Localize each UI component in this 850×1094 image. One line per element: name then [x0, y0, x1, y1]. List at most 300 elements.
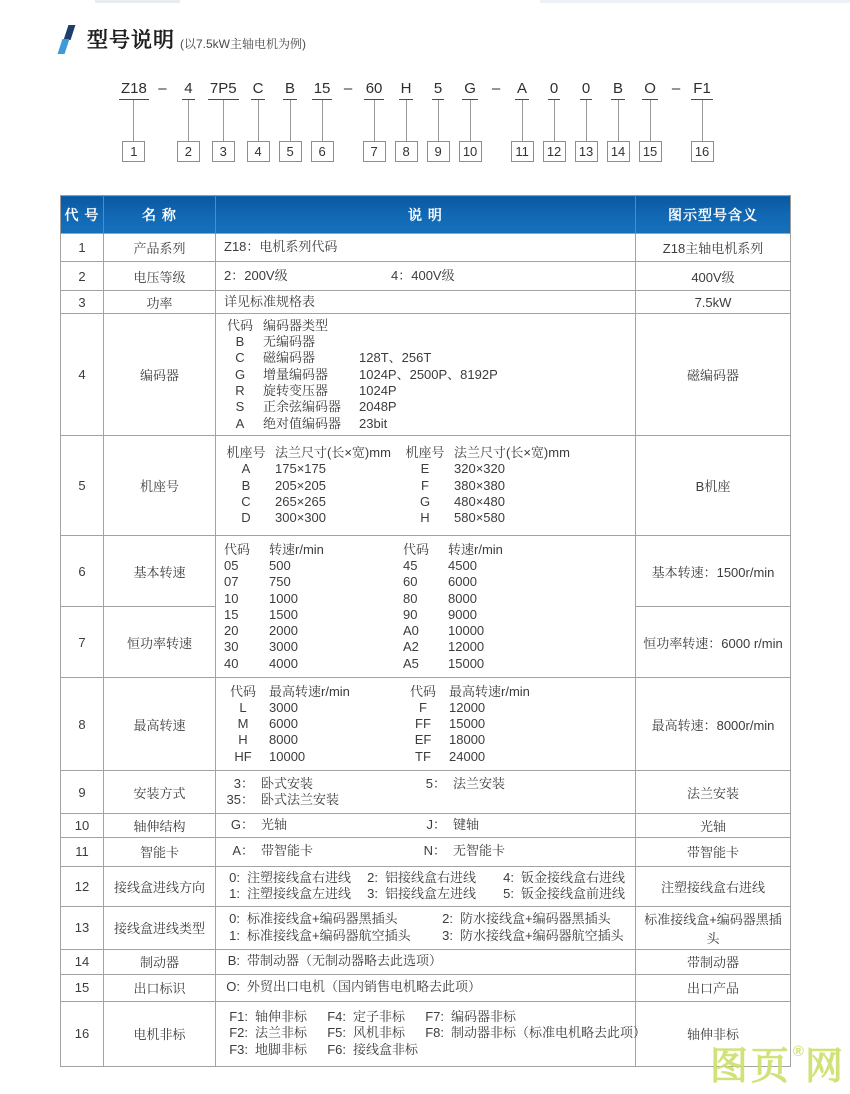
- desc-line: [224, 542, 627, 558]
- desc-segment: 580×580: [454, 510, 505, 526]
- desc-segment: M: [237, 716, 249, 732]
- segment-connector: [586, 100, 587, 141]
- desc-segment: 机座号: [405, 445, 445, 461]
- model-dash: [490, 81, 503, 99]
- desc-segment: A: [235, 415, 245, 431]
- segment-connector: [188, 100, 189, 141]
- segment-connector: [470, 100, 471, 141]
- model-segment: [574, 81, 599, 162]
- desc-segment: 代码: [224, 541, 251, 557]
- segment-code: A: [515, 81, 529, 100]
- segment-code: 60: [364, 81, 385, 100]
- desc-line: [224, 870, 627, 886]
- watermark-text-2: 网: [804, 1046, 846, 1088]
- segment-number-box: 10: [459, 141, 482, 162]
- model-segment: [278, 81, 303, 162]
- segment-connector: [554, 100, 555, 141]
- cell-desc: [216, 837, 636, 866]
- desc-segment: 12000: [449, 699, 486, 715]
- model-segment: [542, 81, 567, 162]
- desc-line: [224, 656, 627, 672]
- table-row: [61, 678, 791, 771]
- segment-connector: [322, 100, 323, 141]
- desc-segment: O:: [226, 979, 240, 995]
- table-row: [61, 314, 791, 436]
- segment-code: 7P5: [208, 81, 239, 100]
- cell-name: 功率: [104, 291, 216, 314]
- desc-segment: 15: [224, 606, 239, 622]
- cell-code: 16: [61, 1001, 104, 1066]
- desc-segment: 绝对值编码器: [263, 415, 342, 431]
- desc-segment: 205×205: [275, 477, 326, 493]
- desc-line: [224, 843, 627, 859]
- desc-segment: 90: [403, 606, 418, 622]
- desc-segment: 23bit: [359, 415, 388, 431]
- desc-segment: F1:: [229, 1009, 248, 1025]
- desc-segment: F6:: [327, 1041, 346, 1057]
- model-segment: [176, 81, 201, 162]
- desc-line: [224, 684, 627, 700]
- desc-segment: B: [235, 334, 245, 350]
- table-row: [61, 974, 791, 1001]
- segment-connector: [438, 100, 439, 141]
- table-row: [61, 291, 791, 314]
- desc-segment: 320×320: [454, 461, 505, 477]
- desc-segment: 128T、256T: [359, 350, 432, 366]
- model-segment: [208, 81, 239, 162]
- segment-code: 15: [312, 81, 333, 100]
- cell-name: 电机非标: [104, 1001, 216, 1066]
- desc-segment: 6000: [269, 716, 298, 732]
- table-row: [61, 949, 791, 974]
- desc-segment: 定子非标: [353, 1009, 406, 1025]
- desc-segment: 480×480: [454, 493, 505, 509]
- cell-desc: [216, 814, 636, 837]
- segment-code: –: [343, 80, 353, 97]
- desc-segment: 18000: [449, 732, 486, 748]
- desc-line: [224, 558, 627, 574]
- desc-line: [224, 607, 627, 623]
- cell-meaning: 带智能卡: [636, 837, 791, 866]
- cell-code: 15: [61, 974, 104, 1001]
- cell-desc: [216, 436, 636, 536]
- cell-meaning: 带制动器: [636, 949, 791, 974]
- cell-name: 出口标识: [104, 974, 216, 1001]
- table-row: [61, 234, 791, 262]
- cell-meaning: Z18主轴电机系列: [636, 234, 791, 262]
- desc-segment: 2:: [442, 911, 453, 927]
- cell-meaning: 光轴: [636, 814, 791, 837]
- segment-number-box: 11: [511, 141, 534, 162]
- segment-code: Z18: [119, 81, 149, 100]
- segment-code: C: [251, 81, 266, 100]
- desc-segment: 正余弦编码器: [263, 399, 342, 415]
- cell-code: 3: [61, 291, 104, 314]
- desc-segment: 外贸出口电机（国内销售电机略去此项）: [247, 979, 482, 995]
- desc-segment: 20: [224, 623, 239, 639]
- section-marker-icon: [56, 25, 79, 56]
- desc-segment: 35：: [226, 792, 254, 808]
- desc-segment: 1:: [229, 886, 240, 902]
- desc-segment: 法兰尺寸(长×宽)mm: [275, 445, 391, 461]
- desc-segment: H: [238, 732, 248, 748]
- segment-number-box: 12: [543, 141, 566, 162]
- table-row: [61, 1001, 791, 1066]
- desc-segment: 详见标准规格表: [224, 294, 316, 309]
- cell-desc: [216, 866, 636, 906]
- desc-segment: 750: [269, 574, 291, 590]
- desc-segment: G: [419, 493, 431, 509]
- desc-line: [224, 979, 627, 995]
- watermark-text-1: 图页: [709, 1046, 792, 1088]
- cell-code: 11: [61, 837, 104, 866]
- desc-segment: 机座号: [226, 445, 266, 461]
- desc-segment: 磁编码器: [263, 350, 316, 366]
- model-segment: [310, 81, 335, 162]
- segment-connector: [133, 100, 134, 141]
- cell-code: 5: [61, 436, 104, 536]
- desc-segment: F5:: [327, 1025, 346, 1041]
- desc-segment: A0: [403, 623, 419, 639]
- cell-name: 安装方式: [104, 771, 216, 814]
- desc-line: [224, 239, 627, 255]
- table-row: [61, 262, 791, 291]
- desc-segment: F: [421, 477, 429, 493]
- table-row: [61, 536, 791, 607]
- desc-segment: 265×265: [275, 493, 326, 509]
- desc-segment: 铝接线盒左进线: [385, 886, 477, 902]
- cell-desc: [216, 536, 636, 678]
- desc-line: [224, 700, 627, 716]
- table-row: [61, 906, 791, 949]
- desc-segment: 法兰安装: [453, 776, 506, 791]
- desc-segment: 光轴: [261, 817, 288, 833]
- desc-segment: 法兰非标: [255, 1025, 308, 1041]
- desc-segment: 带智能卡: [261, 843, 314, 859]
- desc-segment: 钣金接线盒右进线: [521, 869, 626, 885]
- model-segment: [246, 81, 271, 162]
- desc-segment: 3:: [367, 886, 378, 902]
- desc-segment: A：: [232, 843, 254, 859]
- segment-code: –: [491, 80, 501, 97]
- desc-line: [224, 732, 627, 748]
- model-dash: [342, 81, 355, 99]
- cell-code: 1: [61, 234, 104, 262]
- desc-segment: 24000: [449, 748, 486, 764]
- cell-meaning: 磁编码器: [636, 314, 791, 436]
- desc-line: [224, 294, 627, 310]
- cell-desc: [216, 262, 636, 291]
- desc-segment: 0:: [229, 869, 240, 885]
- cell-meaning: 标准接线盒+编码器黑插头: [636, 906, 791, 949]
- cell-name: 制动器: [104, 949, 216, 974]
- desc-segment: J：: [426, 817, 446, 833]
- desc-segment: F4:: [327, 1009, 346, 1025]
- desc-segment: 制动器非标（标准电机略去此项）: [451, 1025, 647, 1041]
- desc-segment: 10000: [269, 748, 306, 764]
- table-row: [61, 814, 791, 837]
- desc-segment: 10: [224, 590, 239, 606]
- segment-connector: [702, 100, 703, 141]
- desc-segment: 2000: [269, 623, 298, 639]
- desc-line: [224, 792, 627, 808]
- desc-segment: 法兰尺寸(长×宽)mm: [454, 445, 570, 461]
- desc-segment: 轴伸非标: [255, 1009, 308, 1025]
- table-row: [61, 866, 791, 906]
- desc-segment: 代码: [409, 683, 436, 699]
- segment-number-box: 9: [427, 141, 450, 162]
- segment-code: B: [611, 81, 625, 100]
- desc-segment: 编码器类型: [263, 317, 329, 333]
- cell-name: 智能卡: [104, 837, 216, 866]
- desc-segment: A2: [403, 639, 419, 655]
- segment-number-box: 3: [212, 141, 235, 162]
- cell-name: 恒功率转速: [104, 607, 216, 678]
- desc-segment: C: [235, 350, 245, 366]
- cell-meaning: B机座: [636, 436, 791, 536]
- desc-segment: 铝接线盒右进线: [385, 869, 477, 885]
- cell-meaning: 轴伸非标: [636, 1001, 791, 1066]
- desc-segment: F3:: [229, 1041, 248, 1057]
- desc-line: [224, 1042, 627, 1058]
- desc-segment: N：: [423, 843, 446, 859]
- desc-segment: 3000: [269, 699, 298, 715]
- desc-segment: 3000: [269, 639, 298, 655]
- col-header-desc: 说 明: [216, 196, 636, 234]
- desc-segment: FF: [415, 716, 431, 732]
- desc-segment: 4:: [503, 869, 514, 885]
- model-segment: [606, 81, 631, 162]
- cell-name: 最高转速: [104, 678, 216, 771]
- desc-segment: 4500: [448, 557, 477, 573]
- col-header-name: 名 称: [104, 196, 216, 234]
- segment-code: O: [642, 81, 658, 100]
- model-segment: [119, 81, 149, 162]
- desc-segment: 12000: [448, 639, 485, 655]
- segment-number-box: 4: [247, 141, 270, 162]
- cell-name: 接线盒进线类型: [104, 906, 216, 949]
- desc-segment: 带制动器（无制动器略去此选项）: [247, 953, 443, 969]
- desc-line: [224, 749, 627, 765]
- spec-table: [60, 195, 791, 1067]
- segment-code: G: [462, 81, 478, 100]
- desc-segment: 最高转速r/min: [269, 683, 350, 699]
- desc-segment: 代码: [229, 683, 256, 699]
- desc-segment: TF: [415, 748, 431, 764]
- cell-code: 13: [61, 906, 104, 949]
- desc-segment: 40: [224, 655, 239, 671]
- desc-segment: 风机非标: [353, 1025, 406, 1041]
- desc-segment: 无智能卡: [453, 843, 506, 859]
- segment-code: H: [399, 81, 414, 100]
- desc-segment: 1500: [269, 606, 298, 622]
- desc-line: [224, 478, 627, 494]
- desc-segment: 4000: [269, 655, 298, 671]
- desc-segment: 防水接线盒+编码器黑插头: [460, 911, 611, 927]
- desc-segment: 转速r/min: [448, 541, 503, 557]
- segment-connector: [522, 100, 523, 141]
- desc-segment: 1024P: [359, 382, 397, 398]
- desc-segment: 6000: [448, 574, 477, 590]
- desc-segment: 3：: [233, 776, 254, 791]
- desc-segment: 8000: [448, 590, 477, 606]
- desc-line: [224, 334, 627, 350]
- desc-segment: S: [235, 399, 245, 415]
- cell-code: 12: [61, 866, 104, 906]
- segment-number-box: 16: [691, 141, 714, 162]
- desc-segment: EF: [414, 732, 432, 748]
- icon-stroke-dark: [64, 25, 76, 40]
- desc-segment: F8:: [425, 1025, 444, 1041]
- cell-meaning: 基本转速：1500r/min: [636, 536, 791, 607]
- desc-segment: B: [241, 477, 251, 493]
- desc-line: [224, 953, 627, 969]
- segment-number-box: 7: [363, 141, 386, 162]
- desc-segment: 无编码器: [263, 334, 316, 350]
- cell-name: 轴伸结构: [104, 814, 216, 837]
- segment-number-box: 15: [639, 141, 662, 162]
- cell-meaning: 注塑接线盒右进线: [636, 866, 791, 906]
- col-header-code: 代 号: [61, 196, 104, 234]
- model-segment: [394, 81, 419, 162]
- cell-code: 2: [61, 262, 104, 291]
- cell-name: 电压等级: [104, 262, 216, 291]
- cell-desc: [216, 678, 636, 771]
- desc-segment: H: [420, 510, 430, 526]
- spec-table-head: [61, 196, 791, 234]
- desc-segment: 05: [224, 557, 239, 573]
- desc-segment: 防水接线盒+编码器航空插头: [460, 927, 624, 943]
- desc-line: [224, 591, 627, 607]
- model-diagram: [119, 81, 715, 162]
- segment-connector: [374, 100, 375, 141]
- segment-number-box: 13: [575, 141, 598, 162]
- segment-code: –: [671, 80, 681, 97]
- desc-line: [224, 350, 627, 366]
- desc-segment: 5:: [503, 886, 514, 902]
- desc-segment: L: [239, 699, 247, 715]
- desc-segment: 8000: [269, 732, 298, 748]
- desc-segment: 卧式法兰安装: [261, 792, 340, 808]
- desc-segment: D: [241, 510, 251, 526]
- model-segment: [690, 81, 715, 162]
- segment-code: B: [283, 81, 297, 100]
- desc-line: [224, 318, 627, 334]
- cell-code: 9: [61, 771, 104, 814]
- desc-segment: 3:: [442, 927, 453, 943]
- desc-segment: 地脚非标: [255, 1041, 308, 1057]
- registered-mark: ®: [792, 1043, 804, 1060]
- col-header-meaning: 图示型号含义: [636, 196, 791, 234]
- cell-desc: [216, 771, 636, 814]
- desc-segment: 代码: [226, 317, 253, 333]
- desc-segment: 卧式安装: [261, 776, 314, 791]
- segment-number-box: 14: [607, 141, 630, 162]
- cell-name: 接线盒进线方向: [104, 866, 216, 906]
- desc-line: [224, 268, 627, 284]
- desc-line: [224, 510, 627, 526]
- segment-code: 0: [548, 81, 560, 100]
- desc-line: [224, 383, 627, 399]
- cell-code: 8: [61, 678, 104, 771]
- desc-segment: 编码器非标: [451, 1009, 517, 1025]
- desc-line: [224, 461, 627, 477]
- cell-meaning: 恒功率转速：6000 r/min: [636, 607, 791, 678]
- model-dash: [670, 81, 683, 99]
- desc-line: [224, 639, 627, 655]
- cell-code: 4: [61, 314, 104, 436]
- segment-code: 5: [432, 81, 444, 100]
- desc-segment: 1024P、2500P、8192P: [359, 366, 498, 382]
- segment-connector: [406, 100, 407, 141]
- model-segment: [510, 81, 535, 162]
- cell-name: 机座号: [104, 436, 216, 536]
- desc-segment: F2:: [229, 1025, 248, 1041]
- cell-desc: [216, 291, 636, 314]
- cell-name: 产品系列: [104, 234, 216, 262]
- desc-segment: 60: [403, 574, 418, 590]
- table-row: [61, 771, 791, 814]
- segment-connector: [290, 100, 291, 141]
- desc-line: [224, 911, 627, 927]
- section-header: [56, 25, 306, 56]
- desc-line: [224, 367, 627, 383]
- cell-code: 7: [61, 607, 104, 678]
- page-edge-decoration: [95, 0, 180, 3]
- segment-connector: [650, 100, 651, 141]
- segment-connector: [223, 100, 224, 141]
- desc-segment: 注塑接线盒右进线: [247, 869, 352, 885]
- model-segment: [426, 81, 451, 162]
- page-edge-decoration: [540, 0, 850, 3]
- model-dash: [156, 81, 169, 99]
- desc-segment: F7:: [425, 1009, 444, 1025]
- desc-segment: 07: [224, 574, 239, 590]
- cell-code: 6: [61, 536, 104, 607]
- desc-segment: B:: [227, 953, 240, 969]
- desc-segment: 2：200V级: [224, 267, 288, 283]
- cell-name: 编码器: [104, 314, 216, 436]
- cell-code: 10: [61, 814, 104, 837]
- desc-line: [224, 776, 627, 792]
- segment-connector: [618, 100, 619, 141]
- desc-line: [224, 886, 627, 902]
- desc-line: [224, 1009, 627, 1025]
- cell-code: 14: [61, 949, 104, 974]
- cell-desc: [216, 234, 636, 262]
- cell-desc: [216, 906, 636, 949]
- desc-segment: 2:: [367, 869, 378, 885]
- desc-segment: 9000: [448, 606, 477, 622]
- cell-meaning: 出口产品: [636, 974, 791, 1001]
- cell-meaning: 7.5kW: [636, 291, 791, 314]
- cell-desc: [216, 974, 636, 1001]
- table-row: [61, 436, 791, 536]
- desc-segment: 30: [224, 639, 239, 655]
- desc-segment: Z18：电机系列代码: [224, 239, 338, 255]
- segment-connector: [258, 100, 259, 141]
- desc-segment: 注塑接线盒左进线: [247, 886, 352, 902]
- cell-desc: [216, 1001, 647, 1066]
- desc-line: [224, 928, 627, 944]
- desc-segment: 300×300: [275, 510, 326, 526]
- desc-line: [224, 399, 627, 415]
- desc-line: [224, 445, 627, 461]
- desc-segment: E: [420, 461, 430, 477]
- desc-line: [224, 817, 627, 833]
- segment-number-box: 2: [177, 141, 200, 162]
- segment-number-box: 8: [395, 141, 418, 162]
